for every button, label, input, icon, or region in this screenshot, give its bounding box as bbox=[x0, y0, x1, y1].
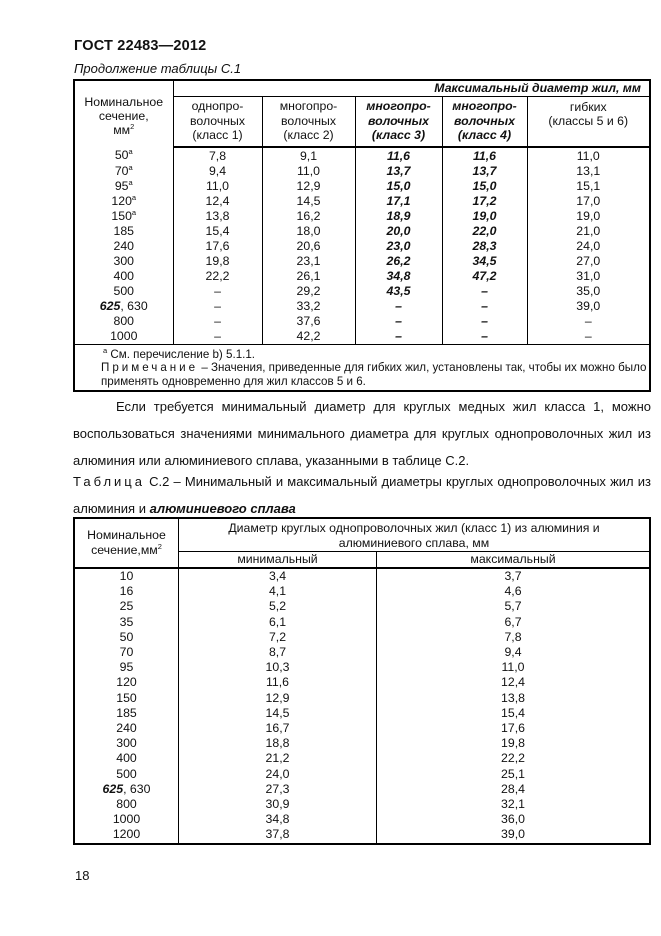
cell-class3: 18,9 bbox=[355, 209, 442, 224]
nominal-value: 300 bbox=[116, 736, 137, 751]
cell-flexible: – bbox=[527, 314, 650, 329]
cell-class3: – bbox=[355, 314, 442, 329]
header-line: алюминиевого сплава, мм bbox=[338, 535, 490, 550]
cell-min: 11,6 bbox=[179, 675, 377, 690]
cell-nominal bbox=[74, 827, 179, 843]
nominal-value: 240 bbox=[116, 721, 137, 736]
table-row bbox=[74, 299, 650, 314]
body-paragraph bbox=[73, 393, 651, 474]
cell-class4: 47,2 bbox=[442, 269, 527, 284]
cell-class4: – bbox=[442, 314, 527, 329]
cell-class1: – bbox=[173, 284, 262, 299]
table-row bbox=[74, 254, 650, 269]
col-header-flexible bbox=[527, 96, 650, 147]
cell-class1: – bbox=[173, 299, 262, 314]
cell-max: 15,4 bbox=[377, 706, 651, 721]
header-line: волочных bbox=[368, 113, 429, 128]
table-row bbox=[74, 179, 650, 194]
cell-max: 39,0 bbox=[377, 827, 651, 843]
cell-class1: 22,2 bbox=[173, 269, 262, 284]
cell-max: 19,8 bbox=[377, 736, 651, 751]
cell-class3: 26,2 bbox=[355, 254, 442, 269]
cell-min: 14,5 bbox=[179, 706, 377, 721]
table-row bbox=[74, 584, 650, 599]
header-line: (класс 4) bbox=[457, 128, 512, 143]
cell-nominal bbox=[74, 194, 173, 209]
nominal-value: 800 bbox=[113, 313, 135, 328]
cell-class4: 15,0 bbox=[442, 179, 527, 194]
cell-nominal bbox=[74, 767, 179, 782]
cell-min: 21,2 bbox=[179, 751, 377, 766]
header-line: сечение,мм bbox=[91, 543, 158, 557]
cell-class4: 22,0 bbox=[442, 224, 527, 239]
table-row bbox=[74, 615, 650, 630]
nominal-value: 35 bbox=[119, 614, 134, 629]
nominal-value: 150 bbox=[116, 690, 137, 705]
header-line: (класс 2) bbox=[283, 128, 334, 143]
table-row bbox=[74, 224, 650, 239]
superscript: 2 bbox=[130, 121, 135, 131]
cell-class3: 20,0 bbox=[355, 224, 442, 239]
nominal-value: 95 bbox=[114, 178, 129, 193]
table-continuation-caption: Продолжение таблицы С.1 bbox=[74, 61, 242, 76]
table-row bbox=[74, 675, 650, 690]
cell-class3: 15,0 bbox=[355, 179, 442, 194]
cell-min: 27,3 bbox=[179, 782, 377, 797]
nominal-value: 16 bbox=[119, 584, 134, 599]
cell-nominal bbox=[74, 269, 173, 284]
cell-max: 5,7 bbox=[377, 599, 651, 614]
cell-class1: – bbox=[173, 314, 262, 329]
cell-min: 10,3 bbox=[179, 660, 377, 675]
cell-max: 25,1 bbox=[377, 767, 651, 782]
col-header-max: максимальный bbox=[377, 552, 651, 569]
cell-nominal bbox=[74, 329, 173, 345]
cell-class1: 19,8 bbox=[173, 254, 262, 269]
nominal-value: 1000 bbox=[110, 328, 138, 343]
nominal-value: 120 bbox=[111, 193, 132, 208]
nominal-value: , 630 bbox=[120, 298, 148, 313]
nominal-value: 400 bbox=[113, 268, 135, 283]
table-row bbox=[74, 767, 650, 782]
nominal-value: 1000 bbox=[112, 812, 141, 827]
cell-class4: 19,0 bbox=[442, 209, 527, 224]
cell-class2: 26,1 bbox=[262, 269, 355, 284]
nominal-value: 240 bbox=[113, 238, 135, 253]
cell-class4: – bbox=[442, 329, 527, 345]
cell-flexible: 15,1 bbox=[527, 179, 650, 194]
cell-class3: 13,7 bbox=[355, 164, 442, 179]
table-row bbox=[74, 269, 650, 284]
cell-flexible: 21,0 bbox=[527, 224, 650, 239]
header-line: волочных bbox=[189, 113, 246, 128]
table-row bbox=[74, 782, 650, 797]
cell-nominal bbox=[74, 164, 173, 179]
superscript: a bbox=[128, 162, 133, 172]
table-row bbox=[74, 329, 650, 345]
cell-min: 34,8 bbox=[179, 812, 377, 827]
cell-nominal bbox=[74, 584, 179, 599]
nominal-value: 1200 bbox=[112, 827, 141, 842]
cell-max: 22,2 bbox=[377, 751, 651, 766]
cell-nominal bbox=[74, 179, 173, 194]
cell-flexible: 35,0 bbox=[527, 284, 650, 299]
col-header-class1 bbox=[173, 96, 262, 147]
table-row bbox=[74, 164, 650, 179]
note-text: – Значения, приведенные для гибких жил, установлены так, чтобы их можно было применять одновременно для жил классов 5 и 6. bbox=[101, 361, 647, 388]
cell-class4: 34,5 bbox=[442, 254, 527, 269]
cell-nominal bbox=[74, 147, 173, 164]
header-line: Номинальное bbox=[87, 528, 166, 542]
table-c2 bbox=[73, 517, 651, 845]
table-row bbox=[74, 706, 650, 721]
cell-nominal bbox=[74, 568, 179, 584]
cell-class1: 7,8 bbox=[173, 147, 262, 164]
table-row bbox=[74, 147, 650, 164]
cell-min: 18,8 bbox=[179, 736, 377, 751]
table-row bbox=[74, 645, 650, 660]
cell-class2: 16,2 bbox=[262, 209, 355, 224]
cell-flexible: 27,0 bbox=[527, 254, 650, 269]
table-row bbox=[74, 209, 650, 224]
cell-max: 9,4 bbox=[377, 645, 651, 660]
cell-max: 7,8 bbox=[377, 630, 651, 645]
nominal-value: 800 bbox=[116, 797, 137, 812]
cell-nominal bbox=[74, 615, 179, 630]
superscript: a bbox=[131, 207, 137, 217]
cell-min: 8,7 bbox=[179, 645, 377, 660]
cell-nominal bbox=[74, 721, 179, 736]
cell-class3: 11,6 bbox=[355, 147, 442, 164]
table-row bbox=[74, 812, 650, 827]
nominal-value: 500 bbox=[113, 283, 135, 298]
cell-min: 3,4 bbox=[179, 568, 377, 584]
col-header-nominal bbox=[74, 80, 173, 147]
cell-nominal bbox=[74, 254, 173, 269]
cell-class2: 37,6 bbox=[262, 314, 355, 329]
nominal-value: 95 bbox=[119, 660, 134, 675]
cell-flexible: 11,0 bbox=[527, 147, 650, 164]
cell-nominal bbox=[74, 660, 179, 675]
cell-class2: 12,9 bbox=[262, 179, 355, 194]
cell-nominal bbox=[74, 706, 179, 721]
cell-nominal bbox=[74, 782, 179, 797]
col-header-class3 bbox=[355, 96, 442, 147]
table-title-emphasis: алюминиевого сплава bbox=[149, 501, 296, 516]
cell-max: 28,4 bbox=[377, 782, 651, 797]
cell-nominal bbox=[74, 284, 173, 299]
cell-max: 4,6 bbox=[377, 584, 651, 599]
cell-class4: 28,3 bbox=[442, 239, 527, 254]
cell-class1: 17,6 bbox=[173, 239, 262, 254]
cell-nominal bbox=[74, 299, 173, 314]
cell-min: 16,7 bbox=[179, 721, 377, 736]
col-header-nominal bbox=[74, 518, 179, 568]
nominal-bold: 625 bbox=[99, 298, 121, 313]
table-notes bbox=[74, 344, 650, 391]
nominal-value: 70 bbox=[114, 163, 129, 178]
cell-class3: – bbox=[355, 329, 442, 345]
cell-nominal bbox=[74, 751, 179, 766]
cell-class2: 29,2 bbox=[262, 284, 355, 299]
header-line: мм bbox=[113, 122, 131, 137]
header-line: волочных bbox=[280, 113, 337, 128]
nominal-value: , 630 bbox=[123, 781, 151, 796]
cell-flexible: 17,0 bbox=[527, 194, 650, 209]
nominal-value: 10 bbox=[119, 569, 134, 583]
cell-nominal bbox=[74, 797, 179, 812]
cell-min: 4,1 bbox=[179, 584, 377, 599]
cell-max: 12,4 bbox=[377, 675, 651, 690]
document-id: ГОСТ 22483—2012 bbox=[74, 38, 207, 54]
cell-class4: 17,2 bbox=[442, 194, 527, 209]
table-row bbox=[74, 630, 650, 645]
cell-class3: – bbox=[355, 299, 442, 314]
cell-flexible: 19,0 bbox=[527, 209, 650, 224]
footnote-text: См. перечисление b) 5.1.1. bbox=[107, 347, 256, 361]
table-c2-title bbox=[73, 468, 651, 522]
cell-nominal bbox=[74, 224, 173, 239]
page-number: 18 bbox=[75, 868, 90, 883]
cell-class4: – bbox=[442, 299, 527, 314]
cell-class3: 23,0 bbox=[355, 239, 442, 254]
cell-class4: 11,6 bbox=[442, 147, 527, 164]
cell-flexible: 13,1 bbox=[527, 164, 650, 179]
nominal-value: 25 bbox=[119, 599, 134, 614]
col-header-class2 bbox=[262, 96, 355, 147]
table-row bbox=[74, 827, 650, 843]
table-row bbox=[74, 660, 650, 675]
table-row bbox=[74, 691, 650, 706]
cell-class3: 43,5 bbox=[355, 284, 442, 299]
cell-min: 7,2 bbox=[179, 630, 377, 645]
cell-class2: 33,2 bbox=[262, 299, 355, 314]
cell-max: 6,7 bbox=[377, 615, 651, 630]
footnote-mark: a bbox=[103, 345, 108, 355]
table-row bbox=[74, 284, 650, 299]
group-header-diameter bbox=[179, 518, 651, 552]
header-line: многопро- bbox=[366, 99, 431, 114]
col-header-min: минимальный bbox=[179, 552, 377, 569]
cell-min: 24,0 bbox=[179, 767, 377, 782]
cell-flexible: 24,0 bbox=[527, 239, 650, 254]
paragraph-text: Если требуется минимальный диаметр для круглых медных жил класса 1, можно воспользоваться значениями минимального диаметра для круглых однопроволочных жил из алюминия или алюминиевого сплава, указанными в таблице С.2. bbox=[73, 399, 651, 468]
note bbox=[77, 361, 647, 388]
nominal-value: 150 bbox=[111, 208, 132, 223]
note-label: Примечание bbox=[101, 361, 199, 374]
cell-nominal bbox=[74, 675, 179, 690]
cell-flexible: 39,0 bbox=[527, 299, 650, 314]
table-row bbox=[74, 736, 650, 751]
cell-nominal bbox=[74, 314, 173, 329]
cell-max: 36,0 bbox=[377, 812, 651, 827]
cell-min: 30,9 bbox=[179, 797, 377, 812]
header-line: однопро- bbox=[191, 99, 244, 114]
header-line: гибких bbox=[569, 99, 607, 114]
nominal-value: 185 bbox=[113, 223, 135, 238]
cell-nominal bbox=[74, 736, 179, 751]
superscript: a bbox=[128, 147, 133, 156]
header-line: Диаметр круглых однопроволочных жил (класс 1) из алюминия и bbox=[228, 521, 600, 535]
cell-nominal bbox=[74, 630, 179, 645]
nominal-bold: 625 bbox=[102, 781, 124, 796]
group-header-max-diameter: Максимальный диаметр жил, мм bbox=[173, 80, 650, 96]
cell-max: 32,1 bbox=[377, 797, 651, 812]
nominal-value: 300 bbox=[113, 253, 135, 268]
table-row bbox=[74, 751, 650, 766]
superscript: a bbox=[128, 177, 133, 187]
cell-class4: – bbox=[442, 284, 527, 299]
header-line: сечение, bbox=[98, 108, 149, 123]
cell-class2: 9,1 bbox=[262, 147, 355, 164]
header-line: многопро- bbox=[452, 99, 517, 114]
cell-max: 13,8 bbox=[377, 691, 651, 706]
cell-min: 6,1 bbox=[179, 615, 377, 630]
cell-max: 17,6 bbox=[377, 721, 651, 736]
cell-nominal bbox=[74, 691, 179, 706]
cell-class1: 11,0 bbox=[173, 179, 262, 194]
nominal-value: 185 bbox=[116, 705, 137, 720]
cell-class2: 14,5 bbox=[262, 194, 355, 209]
table-row bbox=[74, 721, 650, 736]
header-line: (классы 5 и 6) bbox=[548, 114, 629, 128]
cell-class1: 9,4 bbox=[173, 164, 262, 179]
nominal-value: 50 bbox=[119, 629, 134, 644]
header-line: (класс 1) bbox=[192, 128, 243, 143]
table-row bbox=[74, 599, 650, 614]
cell-class4: 13,7 bbox=[442, 164, 527, 179]
cell-class1: 15,4 bbox=[173, 224, 262, 239]
cell-max: 11,0 bbox=[377, 660, 651, 675]
nominal-value: 400 bbox=[116, 751, 137, 766]
cell-class1: – bbox=[173, 329, 262, 345]
cell-nominal bbox=[74, 239, 173, 254]
cell-class2: 20,6 bbox=[262, 239, 355, 254]
table-c1 bbox=[73, 79, 651, 392]
nominal-value: 50 bbox=[114, 148, 129, 162]
table-row bbox=[74, 194, 650, 209]
header-line: волочных bbox=[454, 113, 515, 128]
cell-class1: 12,4 bbox=[173, 194, 262, 209]
cell-max: 3,7 bbox=[377, 568, 651, 584]
cell-class1: 13,8 bbox=[173, 209, 262, 224]
table-row bbox=[74, 239, 650, 254]
superscript: a bbox=[131, 192, 137, 202]
superscript: 2 bbox=[157, 542, 162, 551]
cell-nominal bbox=[74, 812, 179, 827]
header-line: многопро- bbox=[279, 99, 338, 114]
footnote-a bbox=[77, 345, 647, 362]
nominal-value: 500 bbox=[116, 766, 137, 781]
nominal-value: 70 bbox=[119, 645, 134, 660]
cell-flexible: – bbox=[527, 329, 650, 345]
nominal-value: 120 bbox=[116, 675, 137, 690]
cell-min: 5,2 bbox=[179, 599, 377, 614]
cell-nominal bbox=[74, 645, 179, 660]
cell-class2: 11,0 bbox=[262, 164, 355, 179]
cell-class2: 23,1 bbox=[262, 254, 355, 269]
table-title-label: Таблица bbox=[73, 474, 145, 489]
cell-class2: 42,2 bbox=[262, 329, 355, 345]
cell-class3: 17,1 bbox=[355, 194, 442, 209]
table-row bbox=[74, 314, 650, 329]
col-header-class4 bbox=[442, 96, 527, 147]
cell-nominal bbox=[74, 599, 179, 614]
cell-flexible: 31,0 bbox=[527, 269, 650, 284]
cell-class2: 18,0 bbox=[262, 224, 355, 239]
table-title-text: С.2 – Минимальный и максимальный диаметры круглых однопроволочных жил из алюминия и bbox=[73, 474, 651, 516]
table-row bbox=[74, 568, 650, 584]
header-line: (класс 3) bbox=[371, 128, 426, 143]
table-row bbox=[74, 797, 650, 812]
cell-class3: 34,8 bbox=[355, 269, 442, 284]
cell-nominal bbox=[74, 209, 173, 224]
cell-min: 37,8 bbox=[179, 827, 377, 843]
header-line: Номинальное bbox=[84, 94, 164, 109]
cell-min: 12,9 bbox=[179, 691, 377, 706]
